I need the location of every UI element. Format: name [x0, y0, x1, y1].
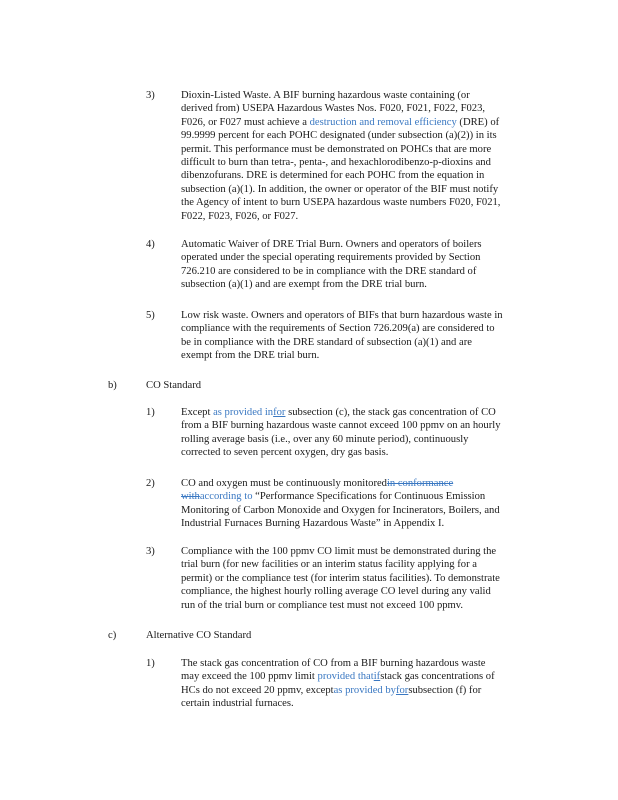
text-line: 726.210 are considered to be in compliance with the DRE standard of — [181, 265, 477, 277]
section-letter: c) — [108, 630, 117, 641]
text-line: The stack gas concentration of CO from a BIF burning hazardous waste — [181, 658, 486, 669]
text-run: HCs do not exceed 20 ppmv, except — [181, 684, 334, 696]
text-run: subsection (f) for — [408, 684, 482, 696]
paragraph-alternative-co — [181, 657, 495, 711]
text-line — [181, 477, 500, 490]
text-line: corrected to seven percent oxygen, dry gas basis. — [181, 447, 389, 459]
text-line — [181, 406, 501, 419]
text-line: operated under the special operating requirements provided by Section — [181, 252, 481, 264]
text-line: difficult to burn than tetra-, penta-, and hexachlorodibenzo-p-dioxins and — [181, 157, 491, 169]
item-number: 3) — [146, 90, 155, 101]
text-line: Industrial Furnaces Burning Hazardous Waste” in Appendix I. — [181, 518, 445, 530]
text-line: dibenzofurans. DRE is determined for each POHC from the equation in — [181, 170, 485, 182]
text-run: stack gas concentrations of — [380, 671, 495, 683]
deleted-text: in conformance — [386, 478, 454, 489]
inserted-text: provided that — [317, 671, 374, 683]
text-line: subsection (a)(1) and are exempt from the DRE trial burn. — [181, 279, 427, 291]
underlined-text: for — [273, 407, 286, 418]
text-line: from a BIF burning hazardous waste cannot exceed 100 ppmv on an hourly — [181, 420, 501, 432]
item-number: 3) — [146, 546, 155, 557]
item-number: 1) — [146, 407, 155, 418]
text-line: the Agency of intent to burn USEPA hazardous waste numbers F020, F021, — [181, 197, 501, 209]
text-line: trial burn (for new facilities or an interim status facility applying for a — [181, 559, 477, 571]
text-line: be in compliance with the DRE standard of subsection (a)(1) and are — [181, 336, 472, 348]
underlined-text: for — [395, 684, 409, 696]
deleted-text: with — [181, 491, 200, 503]
text-run: (DRE) of — [456, 116, 500, 128]
text-run: CO and oxygen must be continuously monitored — [181, 478, 387, 489]
text-line: compliance with the requirements of Section 726.209(a) are considered to — [181, 323, 495, 335]
text-line — [181, 116, 500, 129]
text-line: Monitoring of Carbon Monoxide and Oxygen for Incinerators, Boilers, and — [181, 504, 500, 516]
text-line: Compliance with the 100 ppmv CO limit must be demonstrated during the — [181, 546, 497, 557]
section-heading: Alternative CO Standard — [146, 630, 252, 641]
text-line: Automatic Waiver of DRE Trial Burn. Owners and operators of boilers — [181, 239, 482, 250]
text-line: certain industrial furnaces. — [181, 698, 294, 710]
section-letter: b) — [108, 380, 117, 391]
paragraph-co-limit — [181, 406, 501, 460]
paragraph-co-compliance — [181, 545, 500, 612]
text-run: subsection (c), the stack gas concentration of CO — [285, 407, 496, 418]
text-line: 99.9999 percent for each POHC designated (under subsection (a)(2)) in its — [181, 130, 497, 142]
paragraph-co-monitoring — [181, 477, 500, 531]
text-line: compliance, the highest hourly rolling average CO level during any valid — [181, 586, 491, 598]
text-line: rolling average basis (i.e., over any 60 minute period), continuously — [181, 433, 469, 445]
text-line: Dioxin-Listed Waste. A BIF burning hazardous waste containing (or — [181, 90, 470, 101]
text-line: exempt from the DRE trial burn. — [181, 350, 320, 362]
underlined-text: if — [373, 671, 381, 683]
text-line: Low risk waste. Owners and operators of BIFs that burn hazardous waste in — [181, 310, 503, 321]
paragraph-automatic-waiver — [181, 238, 482, 292]
text-line: F022, F023, F026, or F027. — [181, 210, 299, 222]
item-number: 2) — [146, 478, 155, 489]
text-run: may exceed the 100 ppmv limit — [181, 671, 318, 683]
item-number: 4) — [146, 239, 155, 250]
text-line: run of the trial burn or compliance test must not exceed 100 ppmv. — [181, 599, 464, 611]
text-line — [181, 684, 495, 697]
text-line: derived from) USEPA Hazardous Wastes Nos. F020, F021, F022, F023, — [181, 103, 486, 115]
inserted-text: according to — [199, 491, 253, 503]
text-run: “Performance Specifications for Continuous Emission — [252, 491, 486, 503]
text-line: subsection (a)(1). In addition, the owner or operator of the BIF must notify — [181, 183, 499, 195]
text-line — [181, 670, 495, 683]
paragraph-dioxin-listed-waste — [181, 89, 500, 223]
text-run: Except — [181, 407, 214, 418]
inserted-text: as provided by — [333, 684, 396, 696]
text-line: permit. This performance must be demonstrated on POHCs that are more — [181, 143, 492, 155]
text-line: permit) or the compliance test (for interim status facilities). To demonstrate — [181, 572, 500, 584]
item-number: 5) — [146, 310, 155, 321]
text-run: F026, or F027 must achieve a — [181, 116, 310, 128]
item-number: 1) — [146, 658, 155, 669]
text-line — [181, 490, 500, 503]
paragraph-low-risk-waste — [181, 309, 503, 363]
inserted-text: as provided in — [213, 407, 274, 418]
section-heading: CO Standard — [146, 380, 202, 391]
inserted-text: destruction and removal efficiency — [309, 116, 457, 128]
